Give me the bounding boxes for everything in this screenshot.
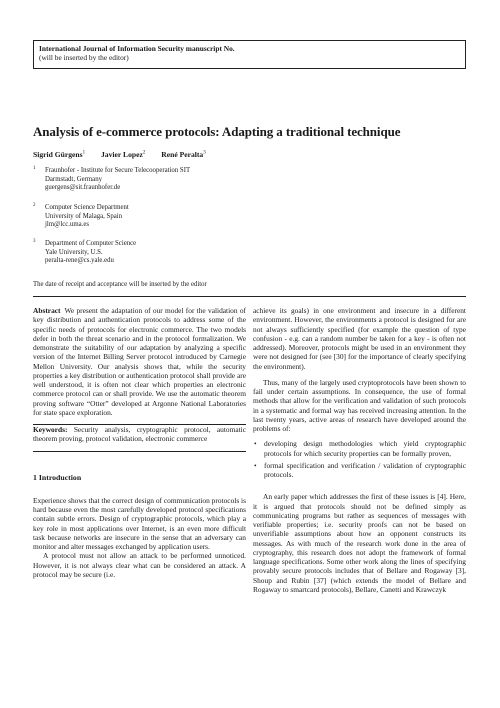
author-list bbox=[33, 150, 473, 159]
list-item: • developing design methodologies which yield cryptographic protocols for which security properties can be formally proven, bbox=[264, 439, 466, 458]
bullet-list bbox=[253, 439, 466, 479]
paragraph: Thus, many of the largely used cryptoprotocols have been shown to fail under certain assumptions. In consequence, the use of formal methods that allow for the verification and validation of such protocols in a systematic and formal way has received increasing attention. In the last twenty years, active areas of research have developed around the problems of: bbox=[253, 377, 466, 433]
paragraph: achieve its goals) in one environment and insecure in a different environment. However, the environments a protocol is designed for are not always sufficiently specified (for example the question of type confusion - e.g. can a random number be taken for a key - is often not addressed). Moreover, protocols might be used in an environment they were not designed for (see [30] for the importance of clearly specifying the environment). bbox=[253, 306, 466, 371]
paragraph: Experience shows that the correct design of communication protocols is hard because even the most carefully developed protocol specifications contain subtle errors. Design of cryptographic protocols, which play a key role in most applications over Internet, is an even more difficult task because networks are insecure in the sense that an adversary can monitor and alter messages exchanged by application users. bbox=[33, 495, 246, 551]
divider bbox=[33, 296, 466, 297]
author: Sigrid Gürgens$^1$ bbox=[33, 150, 86, 159]
keywords: Keywords: Security analysis, cryptographic protocol, automatic theorem proving, protocol validation, electronic commerce bbox=[33, 425, 246, 444]
abstract-text: We present the adaptation of our model for the validation of key distribution and authentication protocols to address some of the specific needs of protocols for electronic commerce. The two models defer in both the threat scenario and in the protocol formalization. We demonstrate the suitability of our adaptation by analyzing a specific version of the Internet Billing Server protocol introduced by Carnegie Mellon University. Our analysis shows that, while the security properties a key distribution or authentication protocol shall provide are well understood, it is often not clear which properties an electronic commerce protocol can or shall provide. We use the automatic theorem proving software “Otter” developed at Argonne National Laboratories for state space exploration. bbox=[33, 306, 246, 417]
list-item: • formal specification and verification / validation of cryptographic protocols. bbox=[264, 461, 466, 480]
paragraph: A protocol must not allow an attack to be performed unnoticed. However, it is not always clear what can be considered an attack. A protocol may be secure (i.e. bbox=[33, 551, 246, 579]
receipt-date-note: The date of receipt and acceptance will be inserted by the editor bbox=[33, 281, 207, 288]
author: René Peralta$^3$ bbox=[161, 150, 206, 159]
section-heading: 1 Introduction bbox=[33, 472, 82, 482]
author: Javier Lopez$^2$ bbox=[101, 150, 146, 159]
journal-note: (will be inserted by the editor) bbox=[39, 53, 129, 62]
paragraph: An early paper which addresses the first of these issues is [4]. Here, it is argued that protocols should not be defined simply as communicating programs but rather as sequences of messages with verifiable properties; i.e. security proofs can not be based on unverifiable assumptions about how an opponent constructs its messages. As with much of the research work done in the area of cryptography, this research does not adopt the framework of formal language specifications. Some other work along the lines of specifying provably secure protocols includes that of Bellare and Rogaway [3], Shoup and Rubin [37] (which extends the model of Bellare and Rogaway to smartcard protocols), Bellare, Canetti and Krawczyk bbox=[253, 492, 466, 594]
journal-header-box bbox=[33, 40, 466, 69]
journal-title: International Journal of Information Security manuscript No. bbox=[39, 44, 235, 53]
affiliation: 3 Department of Computer Science Yale University, U.S. peralta-rene@cs.yale.edu bbox=[33, 239, 137, 265]
right-column bbox=[253, 306, 466, 594]
abstract-label: Abstract bbox=[33, 306, 61, 315]
affiliation: 2 Computer Science Department University of Malaga, Spain jlm@lcc.uma.es bbox=[33, 203, 129, 229]
divider bbox=[33, 451, 246, 452]
paper-title: Analysis of e-commerce protocols: Adapting a traditional technique bbox=[33, 124, 401, 139]
abstract bbox=[33, 306, 246, 417]
affiliation: 1 Fraunhofer - Institute for Secure Telecooperation SIT Darmstadt, Germany guergens@sit.fraunhofer.de bbox=[33, 166, 191, 192]
left-column bbox=[33, 306, 246, 579]
